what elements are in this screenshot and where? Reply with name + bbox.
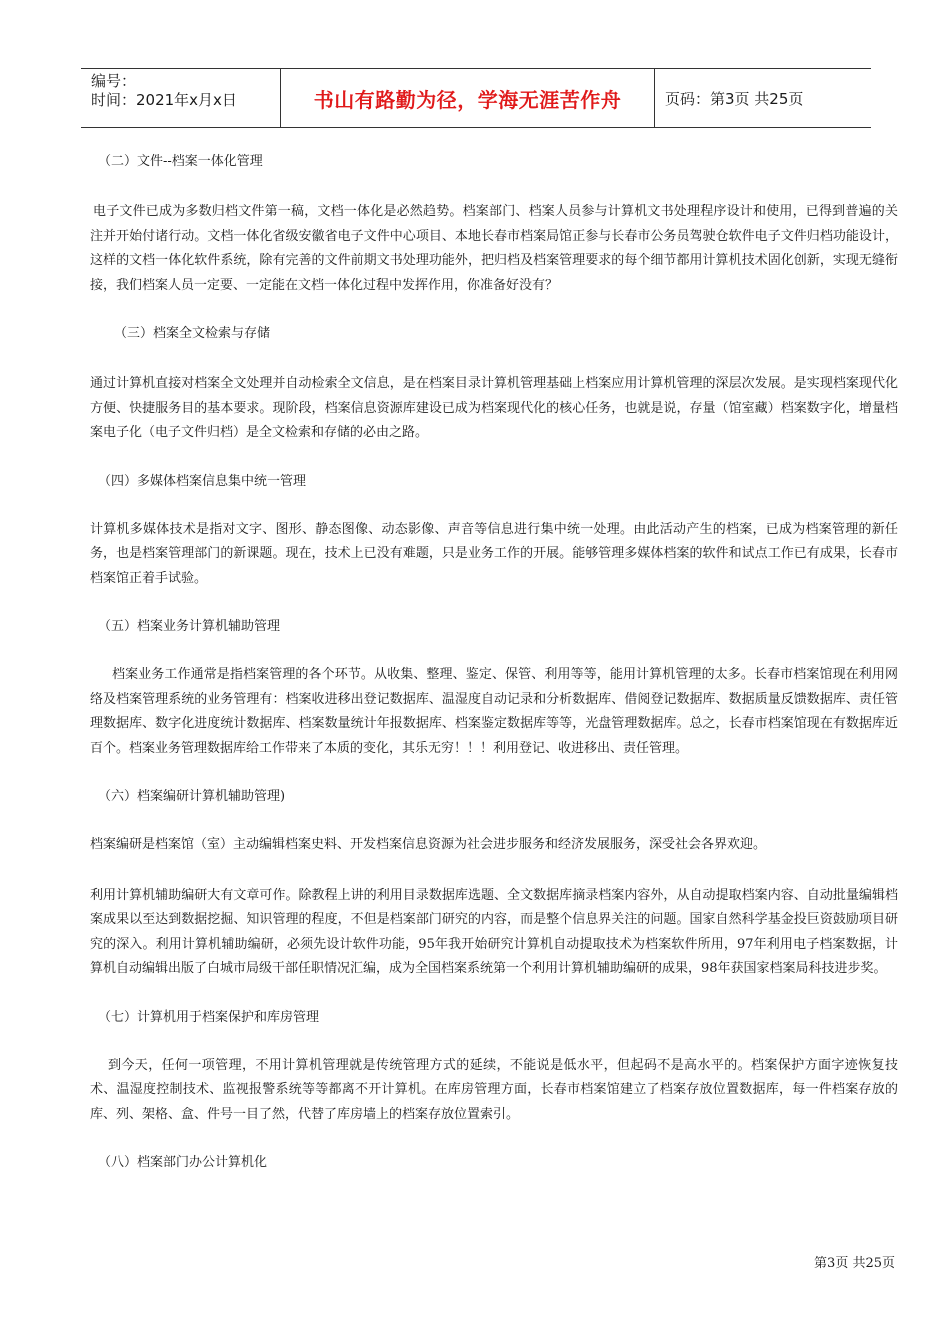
- paragraph: 计算机多媒体技术是指对文字、图形、静态图像、动态影像、声音等信息进行集中统一处理。由此活动产生的档案，已成为档案管理的新任务，也是档案管理部门的新课题。现在，技术上已没有难题，只是业务工作的开展。能够管理多媒体档案的软件和试点工作已有成果，长春市档案馆正着手试验。: [90, 521, 898, 586]
- paragraph: 到今天，任何一项管理，不用计算机管理就是传统管理方式的延续，不能说是低水平，但起码不是高水平的。档案保护方面字迹恢复技术、温湿度控制技术、监视报警系统等等都离不开计算机。在库房管理方面，长春市档案馆建立了档案存放位置数据库，每一件档案存放的库、列、架格、盒、件号一目了然，代替了库房墙上的档案存放位置索引。: [90, 1057, 898, 1122]
- section-heading: （五）档案业务计算机辅助管理: [98, 619, 281, 634]
- section-heading: （三）档案全文检索与存储: [114, 326, 271, 341]
- page-header: [81, 68, 871, 128]
- section-heading: （六）档案编研计算机辅助管理): [98, 789, 286, 804]
- header-date: 时间：2021年x月x日: [91, 91, 237, 109]
- section-heading: （七）计算机用于档案保护和库房管理: [98, 1009, 320, 1025]
- header-page-code: 页码：第3页 共25页: [665, 89, 804, 108]
- header-motto: 书山有路勤为径，学海无涯苦作舟: [281, 69, 655, 127]
- paragraph: 利用计算机辅助编研大有文章可作。除教程上讲的利用目录数据库选题、全文数据库摘录档案内容外，从自动提取档案内容、自动批量编辑档案成果以至达到数据挖掘、知识管理的程度，不但是档案部门研究的内容，而是整个信息界关注的问题。国家自然科学基金投巨资鼓励项目研究的深入。利用计算机辅助编研，必须先设计软件功能，95年我开始研究计算机自动提取技术为档案软件所用，97年利用电子档案数据，计算机自动编辑出版了白城市局级干部任职情况汇编，成为全国档案系统第一个利用计算机辅助编研的成果，98年获国家档案局科技进步奖。: [90, 887, 898, 976]
- header-number-label: 编号：: [91, 72, 137, 90]
- section-heading: （四）多媒体档案信息集中统一管理: [98, 473, 307, 489]
- paragraph: 档案编研是档案馆（室）主动编辑档案史料、开发档案信息资源为社会进步服务和经济发展服务，深受社会各界欢迎。: [90, 837, 767, 852]
- section-heading: （八）档案部门办公计算机化: [98, 1155, 268, 1170]
- document-body: [90, 152, 898, 1173]
- header-meta: [81, 69, 281, 127]
- paragraph: 档案业务工作通常是指档案管理的各个环节。从收集、整理、鉴定、保管、利用等等，能用计算机管理的太多。长春市档案馆现在利用网络及档案管理系统的业务管理有：档案收进移出登记数据库、温湿度自动记录和分析数据库、借阅登记数据库、数据质量反馈数据库、责任管理数据库、数字化进度统计数据库、档案数量统计年报数据库、档案鉴定数据库等等，光盘管理数据库。总之，长春市档案馆现在有数据库近百个。档案业务管理数据库给工作带来了本质的变化，其乐无穷！！！利用登记、收进移出、责任管理。: [90, 667, 898, 756]
- paragraph: 电子文件已成为多数归档文件第一稿，文档一体化是必然趋势。档案部门、档案人员参与计算机文书处理程序设计和使用，已得到普遍的关注并开始付诸行动。文档一体化省级安徽省电子文件中心项目、本地长春市档案局馆正参与长春市公务员驾驶仓软件电子文件归档功能设计，这样的文档一体化软件系统，除有完善的文件前期文书处理功能外，把归档及档案管理要求的每个细节都用计算机技术固化创新，实现无缝衔接，我们档案人员一定要、一定能在文档一体化过程中发挥作用，你准备好没有？: [90, 204, 898, 293]
- page-footer: 第3页 共25页: [814, 1256, 895, 1271]
- section-heading: （二）文件--档案一体化管理: [98, 154, 263, 169]
- paragraph: 通过计算机直接对档案全文处理并自动检索全文信息，是在档案目录计算机管理基础上档案应用计算机管理的深层次发展。是实现档案现代化方便、快捷服务目的基本要求。现阶段，档案信息资源库建设已成为档案现代化的核心任务，也就是说，存量（馆室藏）档案数字化，增量档案电子化（电子文件归档）是全文检索和存储的必由之路。: [90, 376, 898, 440]
